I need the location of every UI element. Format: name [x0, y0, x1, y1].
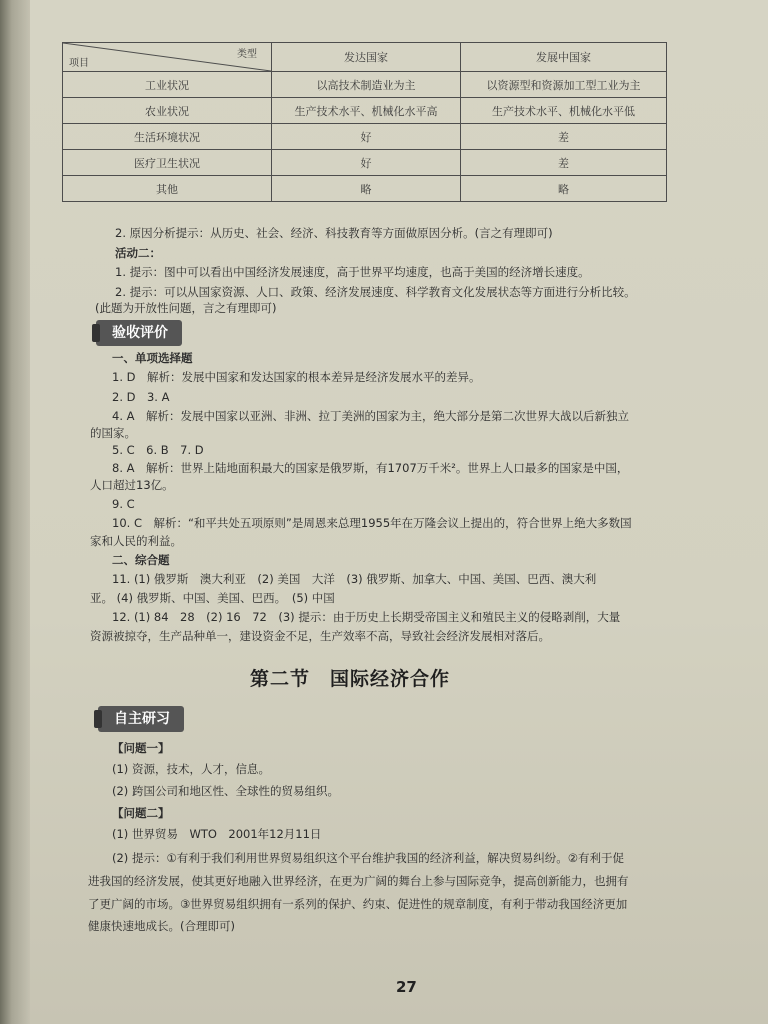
cell-developed: 好 — [272, 150, 461, 176]
text-line: 4. A 解析：发展中国家以亚洲、非洲、拉丁美洲的国家为主，绝大部分是第二次世界大战以后新独立 — [112, 409, 629, 423]
column-header-developed: 发达国家 — [272, 43, 461, 72]
text-line: 10. C 解析：“和平共处五项原则”是周恩来总理1955年在万隆会议上提出的，符合世界上绝大多数国 — [112, 516, 632, 530]
row-item: 医疗卫生状况 — [63, 150, 272, 176]
cell-developing: 生产技术水平、机械化水平低 — [461, 98, 667, 124]
row-item: 工业状况 — [63, 72, 272, 98]
text-line: 健康快速地成长。(合理即可) — [88, 919, 235, 933]
text-line: 2. D 3. A — [112, 390, 170, 404]
activity-heading: 活动二： — [115, 246, 161, 260]
cell-developing: 以资源型和资源加工型工业为主 — [461, 72, 667, 98]
text-line: 12. (1) 84 28 (2) 16 72 (3) 提示：由于历史上长期受帝国主义和殖民主义的侵略剥削，大量 — [112, 610, 621, 624]
cell-developing: 略 — [461, 176, 667, 202]
subheading: 一、单项选择题 — [112, 351, 193, 365]
text-line: 8. A 解析：世界上陆地面积最大的国家是俄罗斯，有1707万千米²。世界上人口最多的国家是中国， — [112, 461, 629, 475]
text-line: 了更广阔的市场。③世界贸易组织拥有一系列的保护、约束、促进性的规章制度，有利于带动我国经济更加 — [88, 897, 628, 911]
text-line: (1) 资源，技术，人才，信息。 — [112, 762, 270, 776]
text-line: 5. C 6. B 7. D — [112, 443, 204, 457]
question-heading: 【问题一】 — [112, 741, 170, 755]
row-item: 农业状况 — [63, 98, 272, 124]
page-number: 27 — [396, 978, 417, 996]
text-line: (2) 提示：①有利于我们利用世界贸易组织这个平台维护我国的经济利益，解决贸易纠纷。②有利于促 — [112, 851, 625, 865]
comparison-table — [62, 42, 667, 202]
cell-developed: 好 — [272, 124, 461, 150]
section-title: 第二节 国际经济合作 — [250, 668, 451, 690]
column-header-developing: 发展中国家 — [461, 43, 667, 72]
text-line: 亚。 (4) 俄罗斯、中国、美国、巴西。 (5) 中国 — [90, 591, 335, 605]
book-spine-shadow — [0, 0, 30, 1024]
section-badge-self-study: 自主研习 — [98, 706, 184, 732]
table-row — [63, 124, 667, 150]
text-line: 1. D 解析：发展中国家和发达国家的根本差异是经济发展水平的差异。 — [112, 370, 481, 384]
table-header-row — [63, 43, 667, 72]
table-corner-cell — [63, 43, 272, 72]
text-line: 人口超过13亿。 — [90, 478, 174, 492]
text-line: 9. C — [112, 497, 135, 511]
text-line: (此题为开放性问题，言之有理即可) — [95, 301, 277, 315]
table-row — [63, 98, 667, 124]
table-row — [63, 176, 667, 202]
table-row — [63, 150, 667, 176]
table-row — [63, 72, 667, 98]
text-line: (2) 跨国公司和地区性、全球性的贸易组织。 — [112, 784, 339, 798]
cell-developing: 差 — [461, 124, 667, 150]
text-line: 2. 原因分析提示：从历史、社会、经济、科技教育等方面做原因分析。(言之有理即可) — [115, 226, 553, 240]
section-badge-evaluation: 验收评价 — [96, 320, 182, 346]
question-heading: 【问题二】 — [112, 806, 170, 820]
text-line: 的国家。 — [90, 426, 136, 440]
text-line: 资源被掠夺，生产品种单一，建设资金不足，生产效率不高，导致社会经济发展相对落后。 — [90, 629, 550, 643]
cell-developed: 以高技术制造业为主 — [272, 72, 461, 98]
text-line: 1. 提示：图中可以看出中国经济发展速度，高于世界平均速度，也高于美国的经济增长速度。 — [115, 265, 590, 279]
subheading: 二、综合题 — [112, 553, 170, 567]
text-line: 2. 提示：可以从国家资源、人口、政策、经济发展速度、科学教育文化发展状态等方面进行分析比较。 — [115, 285, 636, 299]
cell-developed: 生产技术水平、机械化水平高 — [272, 98, 461, 124]
corner-top-label: 类型 — [237, 49, 257, 60]
cell-developed: 略 — [272, 176, 461, 202]
text-line: 家和人民的利益。 — [90, 534, 182, 548]
row-item: 生活环境状况 — [63, 124, 272, 150]
cell-developing: 差 — [461, 150, 667, 176]
text-line: (1) 世界贸易 WTO 2001年12月11日 — [112, 827, 322, 841]
corner-bottom-label: 项目 — [69, 58, 89, 69]
row-item: 其他 — [63, 176, 272, 202]
text-line: 进我国的经济发展，使其更好地融入世界经济，在更为广阔的舞台上参与国际竞争，提高创新能力，也拥有 — [88, 874, 629, 888]
text-line: 11. (1) 俄罗斯 澳大利亚 (2) 美国 大洋 (3) 俄罗斯、加拿大、中国、美国、巴西、澳大利 — [112, 572, 597, 586]
